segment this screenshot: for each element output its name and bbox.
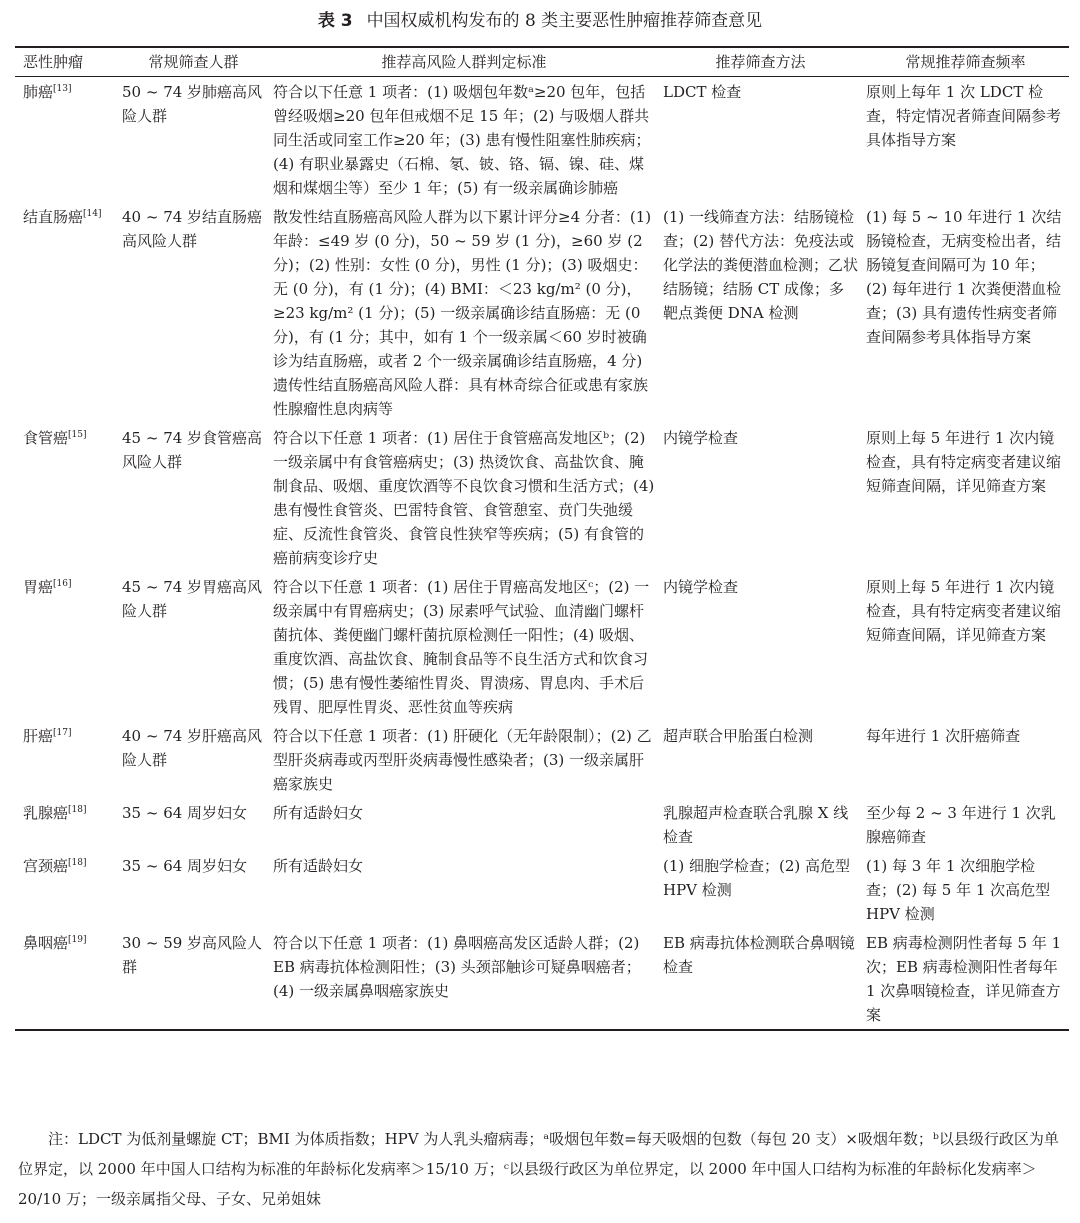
table-row [15,202,1069,423]
frequency-cell: 原则上每年 1 次 LDCT 检查，特定情况者筛查间隔参考具体指导方案 [866,83,1062,149]
reference-citation: [18] [68,858,87,868]
table-caption [0,8,1080,34]
criteria-cell [269,928,659,1030]
table-row [15,572,1069,721]
method-cell: LDCT 检查 [663,83,742,101]
criteria-cell [269,721,659,798]
header-criteria: 推荐高风险人群判定标准 [269,47,659,77]
cancer-cell [15,928,118,1030]
table-row [15,423,1069,572]
population-cell: 35 ~ 64 周岁妇女 [122,804,248,822]
reference-citation: [19] [68,935,87,945]
table-row [15,851,1069,928]
cancer-name: 胃癌 [23,578,54,596]
reference-citation: [16] [53,579,72,589]
frequency-cell: (1) 每 5 ~ 10 年进行 1 次结肠镜检查，无病变检出者，结肠镜复查间隔可为 10 年；(2) 每年进行 1 次粪便潜血检查；(3) 具有遗传性病变者筛查间隔参考具体指导方案 [866,208,1062,346]
cancer-name: 结直肠癌 [23,208,84,226]
cancer-name: 肝癌 [23,727,54,745]
population-cell: 40 ~ 74 岁肝癌高风险人群 [122,727,263,769]
criteria-paragraph: 符合以下任意 1 项者：(1) 吸烟包年数ᵃ≥20 包年，包括曾经吸烟≥20 包年但戒烟不足 15 年；(2) 与吸烟人群共同生活或同室工作≥20 年；(3) 患有慢性阻塞性肺疾病；(4) 有职业暴露史（石棉、氡、铍、铬、镉、镍、硅、煤烟和煤烟尘等）至少 1 年；(5) 有一级亲属确诊肺癌 [273,83,651,197]
cancer-cell [15,851,118,928]
criteria-cell [269,798,659,851]
method-cell: 内镜学检查 [663,578,739,596]
frequency-cell: EB 病毒检测阴性者每 5 年 1 次；EB 病毒检测阳性者每年 1 次鼻咽镜检查，详见筛查方案 [862,928,1069,1030]
population-cell: 30 ~ 59 岁高风险人群 [118,928,269,1030]
criteria-cell [269,851,659,928]
criteria-cell [269,77,659,203]
table-body [15,77,1069,1031]
screening-table [15,46,1069,1031]
method-cell: 乳腺超声检查联合乳腺 X 线检查 [663,804,849,846]
criteria-cell [269,572,659,721]
cancer-cell [15,721,118,798]
criteria-paragraph: 符合以下任意 1 项者：(1) 肝硬化（无年龄限制）；(2) 乙型肝炎病毒或丙型肝炎病毒慢性感染者；(3) 一级亲属肝癌家族史 [273,727,652,793]
criteria-paragraph: 遗传性结直肠癌高风险人群：具有林奇综合征或患有家族性腺瘤性息肉病等 [273,376,649,418]
table-row [15,798,1069,851]
header-cancer: 恶性肿瘤 [15,47,118,77]
cancer-name: 乳腺癌 [23,804,69,822]
header-method: 推荐筛查方法 [659,47,862,77]
population-cell: 35 ~ 64 周岁妇女 [122,857,248,875]
method-cell: (1) 细胞学检查；(2) 高危型 HPV 检测 [663,857,851,899]
cancer-cell [15,77,118,203]
frequency-cell: 原则上每 5 年进行 1 次内镜检查，具有特定病变者建议缩短筛查间隔，详见筛查方案 [866,429,1062,495]
cancer-cell [15,798,118,851]
criteria-paragraph: 所有适龄妇女 [273,804,364,822]
cancer-name: 肺癌 [23,83,54,101]
cancer-cell [15,572,118,721]
population-cell: 50 ~ 74 岁肺癌高风险人群 [122,83,263,125]
population-cell: 45 ~ 74 岁食管癌高风险人群 [122,429,263,471]
header-population: 常规筛查人群 [118,47,269,77]
cancer-name: 鼻咽癌 [23,934,69,952]
frequency-cell: 至少每 2 ~ 3 年进行 1 次乳腺癌筛查 [866,804,1056,846]
method-cell: 内镜学检查 [663,429,739,447]
cancer-cell [15,202,118,423]
criteria-paragraph: 符合以下任意 1 项者：(1) 居住于食管癌高发地区ᵇ；(2) 一级亲属中有食管癌病史；(3) 热烫饮食、高盐饮食、腌制食品、吸烟、重度饮酒等不良饮食习惯和生活方式；(4) 患有慢性食管炎、巴雷特食管、食管憩室、贲门失弛缓症、反流性食管炎、食管良性狭窄等疾病；(5) 有食管的癌前病变诊疗史 [273,429,655,567]
header-frequency: 常规推荐筛查频率 [862,47,1069,77]
method-cell: (1) 一线筛查方法：结肠镜检查；(2) 替代方法：免疫法或化学法的粪便潜血检测；乙状结肠镜；结肠 CT 成像；多靶点粪便 DNA 检测 [663,208,859,322]
table-number: 表 3 [317,11,353,31]
criteria-paragraph: 所有适龄妇女 [273,857,364,875]
criteria-paragraph: 符合以下任意 1 项者：(1) 鼻咽癌高发区适龄人群；(2) EB 病毒抗体检测阳性；(3) 头颈部触诊可疑鼻咽癌者；(4) 一级亲属鼻咽癌家族史 [273,934,641,1000]
reference-citation: [14] [83,209,102,219]
frequency-cell: 原则上每 5 年进行 1 次内镜检查，具有特定病变者建议缩短筛查间隔，详见筛查方案 [866,578,1062,644]
cancer-name: 宫颈癌 [23,857,69,875]
reference-citation: [15] [68,430,87,440]
reference-citation: [17] [53,728,72,738]
population-cell: 40 ~ 74 岁结直肠癌高风险人群 [122,208,263,250]
method-cell: EB 病毒抗体检测联合鼻咽镜检查 [659,928,862,1030]
criteria-paragraph: 散发性结直肠癌高风险人群为以下累计评分≥4 分者：(1) 年龄：≤49 岁 (0 分)，50 ~ 59 岁 (1 分)，≥60 岁 (2 分)；(2) 性别：女性 (0 分)，男性 (1 分)；(3) 吸烟史：无 (0 分)，有 (1 分)；(4) BMI：＜23 kg/m² (0 分)，≥23 kg/m² (1 分)；(5) 一级亲属确诊结直肠癌：无 (0 分)，有 (1 分；其中，如有 1 个一级亲属＜60 岁时被确诊为结直肠癌，或者 2 个一级亲属确诊结直肠癌，4 分) [273,208,652,370]
table-row [15,77,1069,203]
cancer-name: 食管癌 [23,429,69,447]
frequency-cell: 每年进行 1 次肝癌筛查 [866,727,1021,745]
criteria-cell [269,423,659,572]
criteria-paragraph: 符合以下任意 1 项者：(1) 居住于胃癌高发地区ᶜ；(2) 一级亲属中有胃癌病史；(3) 尿素呼气试验、血清幽门螺杆菌抗体、粪便幽门螺杆菌抗原检测任一阳性；(4) 吸烟、重度饮酒、高盐饮食、腌制食品等不良生活方式和饮食习惯；(5) 患有慢性萎缩性胃炎、胃溃疡、胃息肉、手术后残胃、肥厚性胃炎、恶性贫血等疾病 [273,578,650,716]
criteria-cell [269,202,659,423]
cancer-cell [15,423,118,572]
table-row [15,721,1069,798]
reference-citation: [18] [68,805,87,815]
frequency-cell: (1) 每 3 年 1 次细胞学检查；(2) 每 5 年 1 次高危型 HPV 检测 [866,857,1051,923]
table-title: 中国权威机构发布的 8 类主要恶性肿瘤推荐筛查意见 [366,11,763,31]
population-cell: 45 ~ 74 岁胃癌高风险人群 [122,578,263,620]
table-note: 注：LDCT 为低剂量螺旋 CT；BMI 为体质指数；HPV 为人乳头瘤病毒；ᵃ吸烟包年数=每天吸烟的包数（每包 20 支）×吸烟年数；ᵇ以县级行政区为单位界定，以 2000 年中国人口结构为标准的年龄标化发病率＞15/10 万；ᶜ以县级行政区为单位界定，以 2000 年中国人口结构为标准的年龄标化发病率＞20/10 万；一级亲属指父母、子女、兄弟姐妹 [18,1130,1059,1208]
method-cell: 超声联合甲胎蛋白检测 [663,727,814,745]
header-row [15,47,1069,77]
table-row [15,928,1069,1030]
reference-citation: [13] [53,84,72,94]
